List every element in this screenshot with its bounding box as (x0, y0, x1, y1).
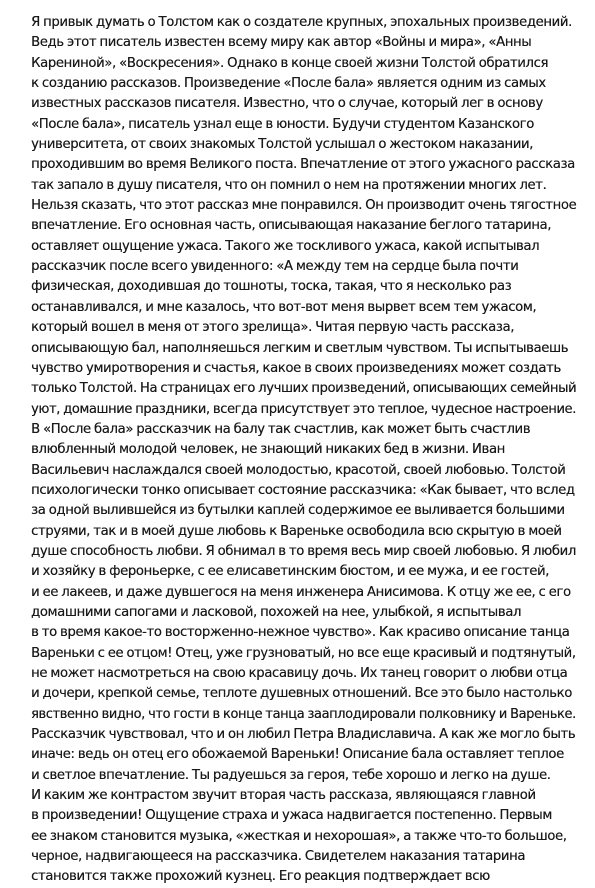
text-line: Карениной», «Воскресения». Однако в конце своей жизни Толстой обратился (31, 55, 548, 71)
text-line: И каким же контрастом звучит вторая часть рассказа, являющаяся главной (31, 788, 536, 804)
text-line: и ее лакеев, и даже дувшегося на меня инженера Анисимова. К отцу же ее, с его (31, 584, 571, 600)
text-line: ее знаком становится музыка, «жесткая и нехорошая», а также что-то большое, (31, 828, 567, 844)
text-line: становится также прохожий кузнец. Его реакция подтверждает всю (31, 869, 490, 885)
text-line: влюбленный молодой человек, не знающий никаких бед в жизни. Иван (31, 442, 505, 458)
text-line: Вареньки с ее отцом! Отец, уже грузноватый, но все еще красивый и подтянутый, (31, 645, 576, 661)
text-line: домашними сапогами и ласковой, похожей на нее, улыбкой, я испытывал (31, 604, 522, 620)
text-line: проходившим во время Великого поста. Впечатление от этого ужасного рассказа (31, 157, 575, 173)
text-line: струями, так и в моей душе любовь к Вареньке освободила всю скрытую в моей (31, 523, 562, 539)
text-line: впечатление. Его основная часть, описывающая наказание беглого татарина, (31, 218, 552, 234)
text-line: Нельзя сказать, что этот рассказ мне понравился. Он производит очень тягостное (31, 198, 577, 214)
text-line: университета, от своих знакомых Толстой услышал о жестоком наказании, (31, 137, 533, 153)
text-line: Рассказчик чувствовал, что и он любил Петра Владиславича. А как же могло быть (31, 727, 576, 743)
text-line: и хозяйку в фероньерке, с ее елисаветинским бюстом, и ее мужа, и ее гостей, (31, 564, 550, 580)
text-line: чувство умиротворения и счастья, какое в своих произведениях может создать (31, 360, 561, 376)
text-line: психологически тонко описывает состояние рассказчика: «Как бывает, что вслед (31, 482, 575, 498)
text-line: Васильевич наслаждался своей молодостью, красотой, своей любовью. Толстой (31, 462, 566, 478)
text-line: в произведении! Ощущение страха и ужаса надвигается постепенно. Первым (31, 808, 552, 824)
text-line: описывающую бал, наполняешься легким и светлым чувством. Ты испытываешь (31, 340, 569, 356)
text-line: рассказчик после всего увиденного: «А между тем на сердце была почти (31, 259, 519, 275)
essay-text (31, 13, 576, 888)
text-line: оставляет ощущение ужаса. Такого же тоскливого ужаса, какой испытывал (31, 238, 540, 254)
text-line: физическая, доходившая до тошноты, тоска, такая, что я несколько раз (31, 279, 512, 295)
text-line: уют, домашние праздники, всегда присутствует это теплое, чудесное настроение. (31, 401, 576, 417)
text-line: только Толстой. На страницах его лучших произведений, описывающих семейный (31, 381, 577, 397)
text-line: за одной вылившейся из бутылки каплей содержимое ее выливается большими (31, 503, 565, 519)
text-line: В «После бала» рассказчик на балу так счастлив, как может быть счастлив (31, 421, 531, 437)
text-line: так запало в душу писателя, что он помнил о нем на протяжении многих лет. (31, 177, 547, 193)
text-line: останавливался, и мне казалось, что вот-вот меня вырвет всем тем ужасом, (31, 299, 537, 315)
text-line: иначе: ведь он отец его обожаемой Вареньки! Описание бала оставляет теплое (31, 747, 564, 763)
text-line: в то время какое-то восторженно-нежное чувство». Как красиво описание танца (31, 625, 570, 641)
text-line: Ведь этот писатель известен всему миру как автор «Войны и мира», «Анны (31, 35, 532, 51)
text-line: черное, надвигающееся на рассказчика. Свидетелем наказания татарина (31, 849, 526, 865)
text-line: и светлое впечатление. Ты радуешься за героя, тебе хорошо и легко на душе. (31, 767, 551, 783)
text-line: не может насмотреться на свою красавицу дочь. Их танец говорит о любви отца (31, 666, 568, 681)
text-line: известных рассказов писателя. Известно, что о случае, который лег в основу (31, 96, 543, 112)
text-line: и дочери, крепкой семье, теплоте душевных отношений. Все это было настолько (31, 686, 572, 702)
text-line: душе способность любви. Я обнимал в то время весь мир своей любовью. Я любил (31, 543, 576, 559)
text-line: Я привык думать о Толстом как о создателе крупных, эпохальных произведений. (31, 15, 572, 30)
text-line: к созданию рассказов. Произведение «После бала» является одним из самых (31, 76, 546, 92)
text-line: который вошел в меня от этого зрелища». Читая первую часть рассказа, (31, 320, 515, 336)
text-line: явственно видно, что гости в конце танца зааплодировали полковнику и Вареньке. (31, 706, 576, 722)
text-line: «После бала», писатель узнал еще в юности. Будучи студентом Казанского (31, 116, 534, 132)
